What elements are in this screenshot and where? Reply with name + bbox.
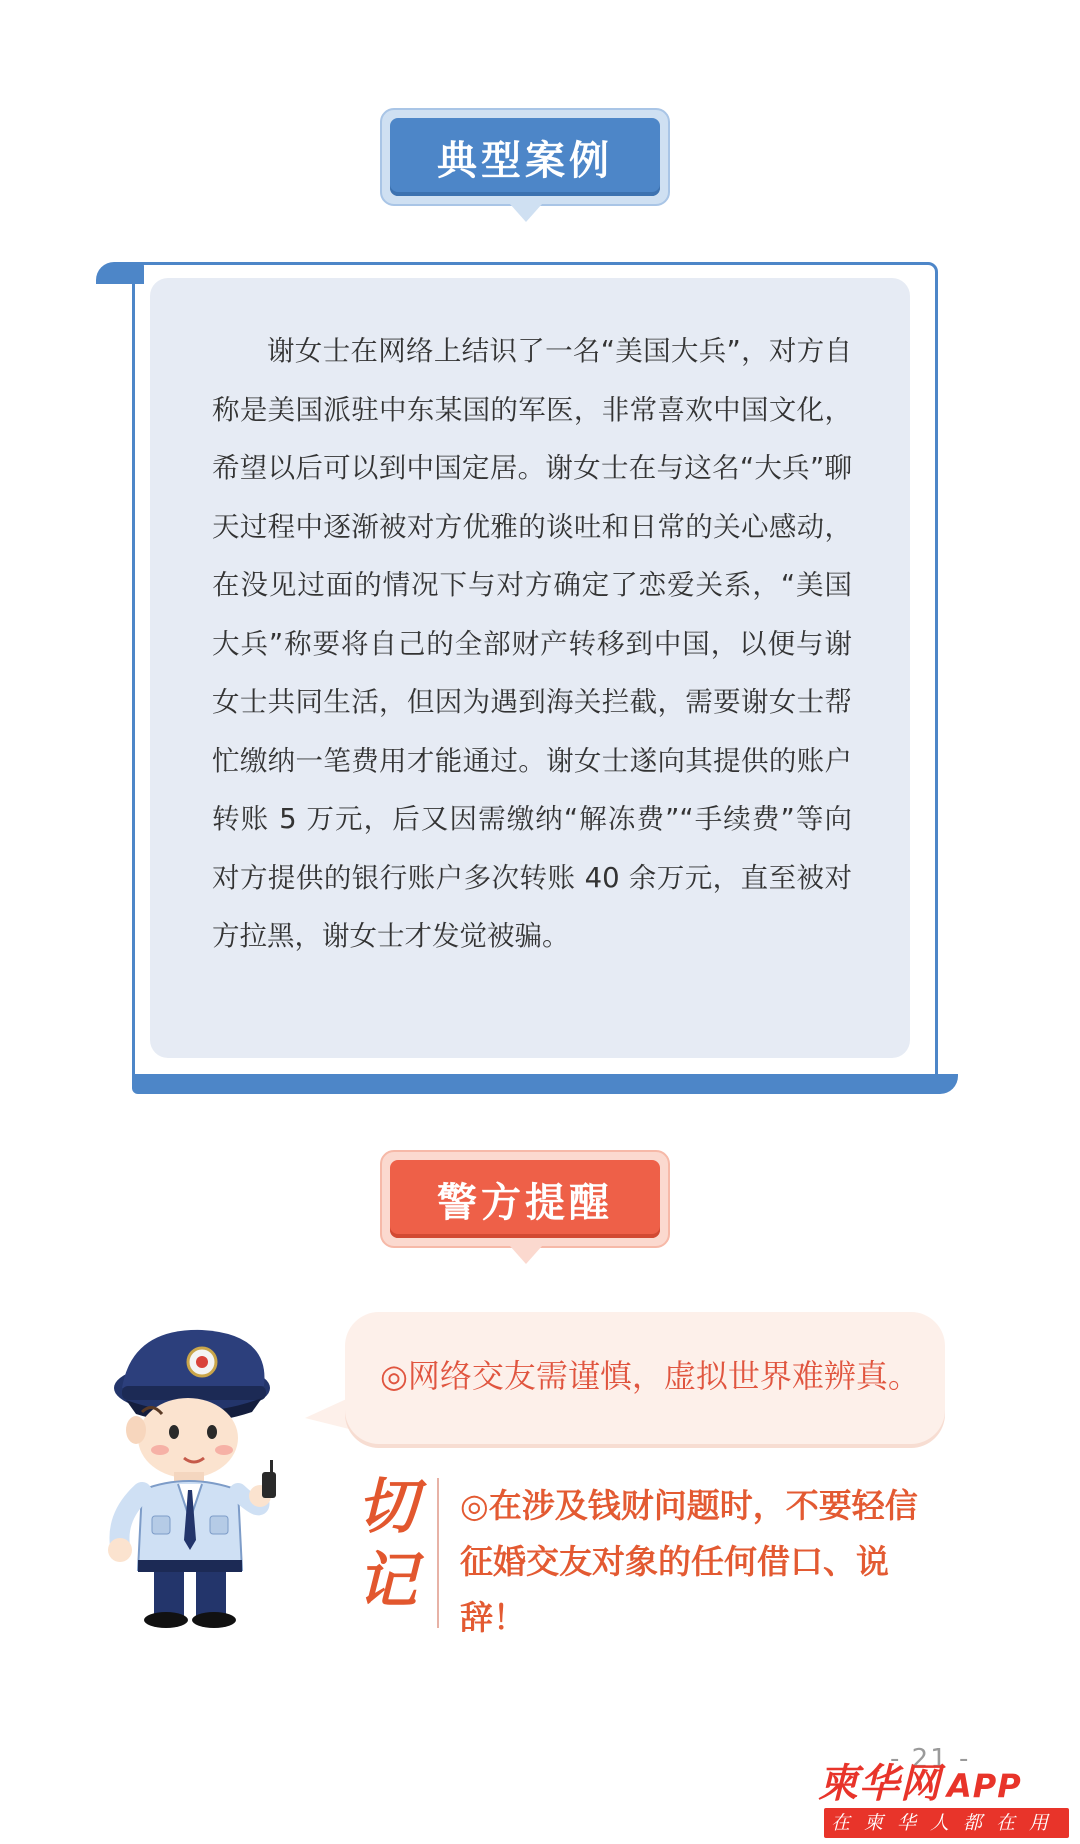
walkie-talkie-icon — [262, 1460, 276, 1498]
alert-heading-title: 警方提醒 — [390, 1160, 660, 1238]
remember-heading — [352, 1470, 422, 1618]
logo-main — [818, 1752, 1022, 1809]
remember-text: ◎在涉及钱财问题时，不要轻信征婚交友对象的任何借口、说辞！ — [460, 1486, 918, 1637]
logo-app-text: APP — [947, 1767, 1022, 1805]
police-badge-icon — [188, 1348, 216, 1376]
alert-heading-pointer — [510, 1246, 542, 1264]
case-heading-badge — [380, 108, 670, 206]
page-number: - 21 - — [890, 1744, 971, 1774]
case-heading-title: 典型案例 — [390, 118, 660, 196]
alert-bubble-text: ◎网络交友需谨慎，虚拟世界难辨真。 — [380, 1357, 920, 1395]
case-description: 谢女士在网络上结识了一名“美国大兵”，对方自称是美国派驻中东某国的军医，非常喜欢中国文化，希望以后可以到中国定居。谢女士在与这名“大兵”聊天过程中逐渐被对方优雅的谈吐和日常的关心感动，在没见过面的情况下与对方确定了恋爱关系，“美国大兵”称要将自己的全部财产转移到中国，以便与谢女士共同生活，但因为遇到海关拦截，需要谢女士帮忙缴纳一笔费用才能通过。谢女士遂向其提供的账户转账 5 万元，后又因需缴纳“解冻费”“手续费”等向对方提供的银行账户多次转账 40 余万元，直至被对方拉黑，谢女士才发觉被骗。 — [212, 335, 852, 952]
logo-main-text: 柬华网 — [818, 1761, 941, 1807]
alert-heading-badge — [380, 1150, 670, 1248]
case-frame-bottom-bar — [132, 1074, 958, 1094]
case-heading-pointer — [510, 204, 542, 222]
site-logo — [818, 1752, 1073, 1842]
remember-char-1: 切 — [357, 1472, 417, 1542]
logo-slogan: 在柬华人都在用 — [824, 1808, 1069, 1838]
remember-char-2: 记 — [357, 1546, 417, 1616]
case-frame-top-tab — [96, 262, 144, 284]
police-officer-illustration — [92, 1320, 292, 1630]
remember-divider — [437, 1478, 439, 1628]
